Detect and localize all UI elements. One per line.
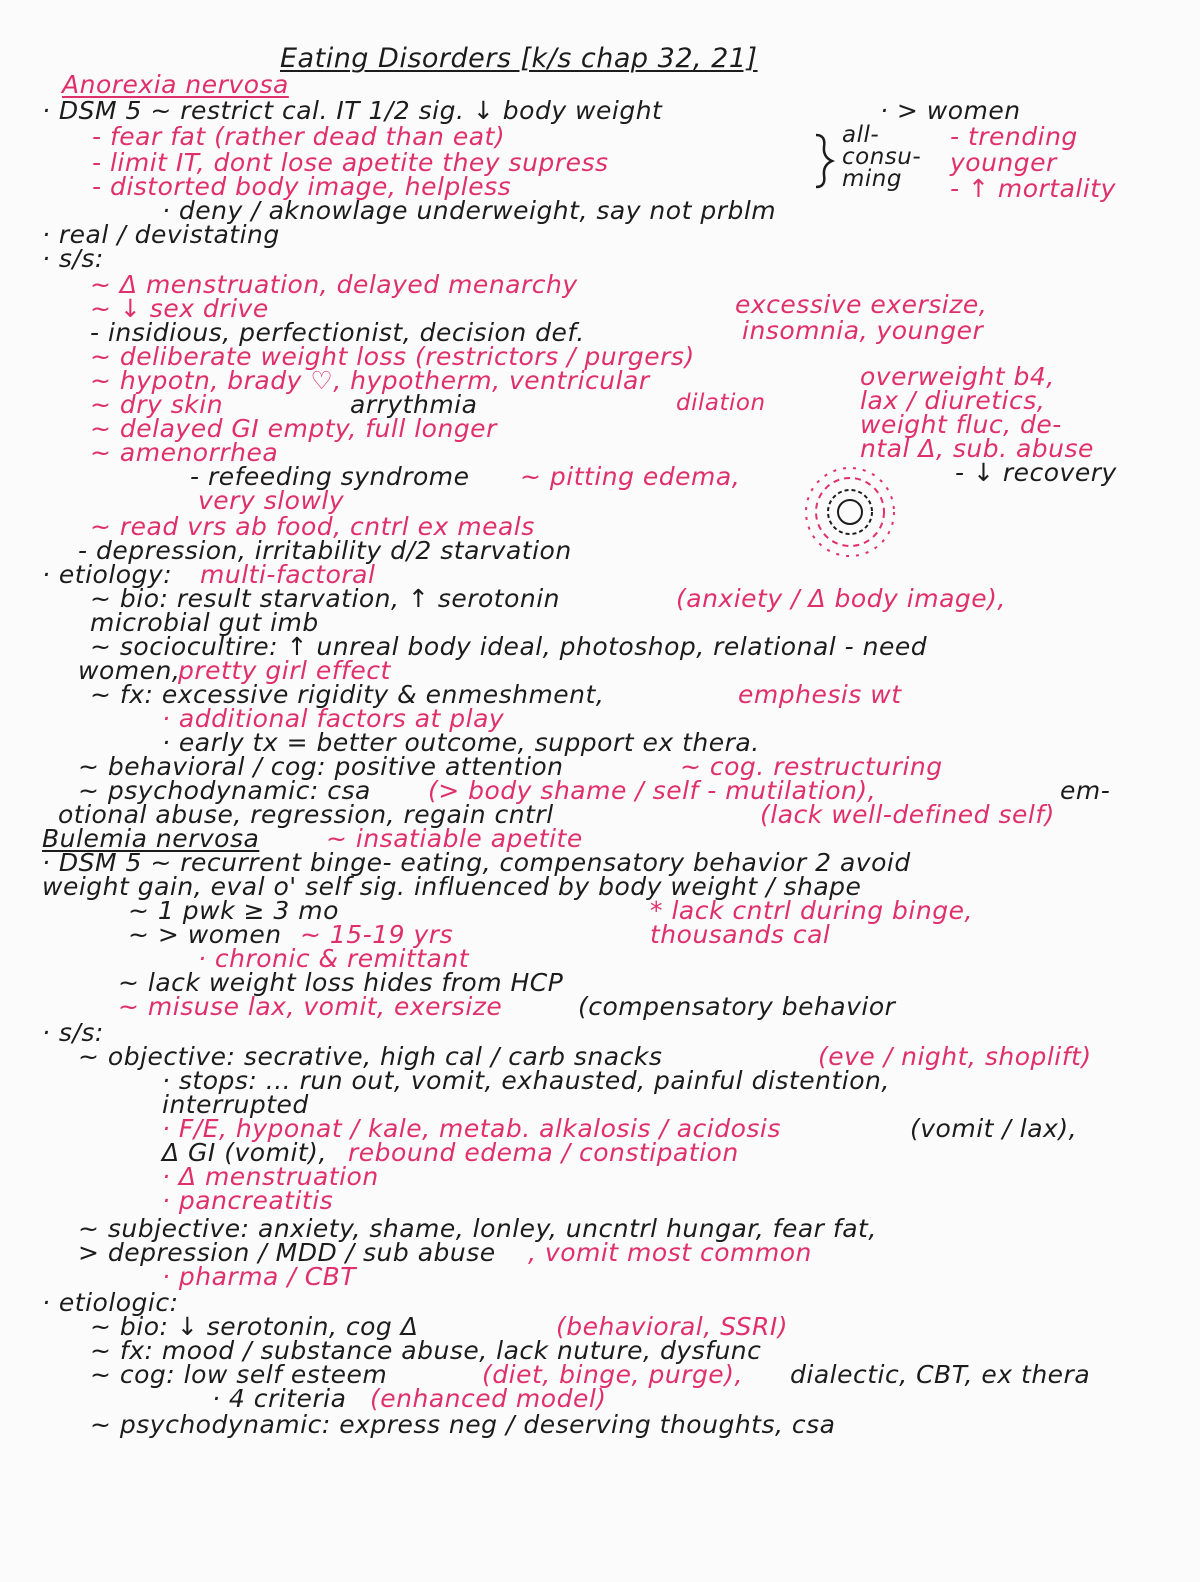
etiology-psycho-end: em- bbox=[1060, 776, 1111, 805]
brace-note: all-consu-ming bbox=[842, 122, 922, 192]
ss-sex-drive: ~ ↓ sex drive bbox=[90, 294, 269, 323]
bulimia-ss-label: · s/s: bbox=[42, 1018, 104, 1047]
anorexia-dsm: · DSM 5 ~ restrict cal. IT 1/2 sig. ↓ body weight bbox=[42, 96, 663, 125]
purger-note-3: weight fluc, de- bbox=[860, 410, 1062, 439]
etiology-bio: ~ bio: result starvation, ↑ serotonin bbox=[90, 584, 561, 613]
bulimia-gi-red: rebound edema / constipation bbox=[348, 1138, 739, 1167]
bulimia-subjective: ~ subjective: anxiety, shame, lonley, uncntrl hungar, fear fat, bbox=[78, 1214, 877, 1243]
ss-gi: ~ delayed GI empty, full longer bbox=[90, 414, 497, 443]
ss-arrythmia: arrythmia bbox=[350, 390, 478, 419]
etiology-bio2: microbial gut imb bbox=[90, 608, 319, 637]
etiology-fx-additional: · additional factors at play bbox=[162, 704, 505, 733]
bulimia-dsm2: weight gain, eval o' self sig. influenced by body weight / shape bbox=[42, 872, 862, 901]
etiology-bio-red: (anxiety / Δ body image), bbox=[676, 584, 1006, 613]
side-trending: - trending younger bbox=[950, 122, 1078, 177]
ss-menstruation: ~ Δ menstruation, delayed menarchy bbox=[90, 270, 578, 299]
bulimia-bio-red: (behavioral, SSRI) bbox=[556, 1312, 788, 1341]
ss-exercise: excessive exersize, bbox=[735, 290, 988, 319]
ss-amenorrhea: ~ amenorrhea bbox=[90, 438, 279, 467]
dsm-item-fear: - fear fat (rather dead than eat) bbox=[92, 122, 506, 151]
purger-note-2: lax / diuretics, bbox=[860, 386, 1046, 415]
etiology-fx: ~ fx: excessive rigidity & enmeshment, bbox=[90, 680, 605, 709]
bulimia-gi: Δ GI (vomit), bbox=[162, 1138, 327, 1167]
ss-edema: ~ pitting edema, bbox=[520, 462, 741, 491]
etiology-psycho2: otional abuse, regression, regain cntrl bbox=[58, 800, 554, 829]
etiology-socio: ~ sociocultire: ↑ unreal body ideal, photoshop, relational - need bbox=[90, 632, 928, 661]
dsm-item-distorted: - distorted body image, helpless bbox=[92, 172, 512, 201]
bulimia-women: ~ > women bbox=[128, 920, 282, 949]
etiology-fx-early: · early tx = better outcome, support ex thera. bbox=[162, 728, 760, 757]
side-mortality: - ↑ mortality bbox=[950, 174, 1116, 203]
page-title: Eating Disorders [k/s chap 32, 21] bbox=[280, 43, 758, 74]
ss-insidious: - insidious, perfectionist, decision def. bbox=[90, 318, 585, 347]
ss-label: · s/s: bbox=[42, 244, 104, 273]
bulimia-cog: ~ cog: low self esteem bbox=[90, 1360, 388, 1389]
bulimia-pancreatitis: · pancreatitis bbox=[162, 1186, 334, 1215]
etiology-fx-red: emphesis wt bbox=[738, 680, 902, 709]
ss-read: ~ read vrs ab food, cntrl ex meals bbox=[90, 512, 535, 541]
dsm-item-limit: - limit IT, dont lose apetite they supress bbox=[92, 148, 609, 177]
anorexia-heading: Anorexia nervosa bbox=[62, 70, 289, 99]
bulimia-thousands: thousands cal bbox=[650, 920, 831, 949]
bulimia-fx: ~ fx: mood / substance abuse, lack nuture, dysfunc bbox=[90, 1336, 762, 1365]
bulimia-heading-note: ~ insatiable apetite bbox=[326, 824, 583, 853]
etiology-behavioral-red: ~ cog. restructuring bbox=[680, 752, 943, 781]
bulimia-interrupted: interrupted bbox=[162, 1090, 309, 1119]
bulimia-misuse-black: (compensatory behavior bbox=[578, 992, 896, 1021]
bulimia-fe: · F/E, hyponat / kale, metab. alkalosis / acidosis bbox=[162, 1114, 781, 1143]
bulimia-bio: ~ bio: ↓ serotonin, cog Δ bbox=[90, 1312, 419, 1341]
bulimia-weight-loss: ~ lack weight loss hides from HCP bbox=[118, 968, 564, 997]
bulimia-stops: · stops: ... run out, vomit, exhausted, painful distention, bbox=[162, 1066, 890, 1095]
bulimia-psycho: ~ psychodynamic: express neg / deserving thoughts, csa bbox=[90, 1410, 836, 1439]
bulimia-dsm: · DSM 5 ~ recurrent binge- eating, compensatory behavior 2 avoid bbox=[42, 848, 911, 877]
bulimia-lack-cntrl: * lack cntrl during binge, bbox=[650, 896, 973, 925]
real-line: · real / devistating bbox=[42, 220, 280, 249]
ss-weight-loss: ~ deliberate weight loss (restrictors / purgers) bbox=[90, 342, 695, 371]
ss-hypotn: ~ hypotn, brady ♡, hypotherm, ventricular bbox=[90, 366, 650, 395]
bulimia-freq: ~ 1 pwk ≥ 3 mo bbox=[128, 896, 339, 925]
bulimia-subjective2-red: , vomit most common bbox=[528, 1238, 812, 1267]
bulimia-etiologic-label: · etiologic: bbox=[42, 1288, 179, 1317]
bulimia-heading: Bulemia nervosa bbox=[42, 824, 260, 853]
purger-note-4: ntal Δ, sub. abuse bbox=[860, 434, 1094, 463]
etiology-psycho2-red: (lack well-defined self) bbox=[760, 800, 1055, 829]
deny-line: · deny / aknowlage underweight, say not prblm bbox=[162, 196, 777, 225]
etiology-label: · etiology: bbox=[42, 560, 173, 589]
bulimia-pharma: · pharma / CBT bbox=[162, 1262, 357, 1291]
brace-icon bbox=[812, 133, 836, 189]
bulimia-objective: ~ objective: secrative, high cal / carb snacks bbox=[78, 1042, 663, 1071]
ss-dry-skin: ~ dry skin bbox=[90, 390, 224, 419]
bulimia-subjective2: > depression / MDD / sub abuse bbox=[78, 1238, 496, 1267]
ss-slowly: very slowly bbox=[198, 486, 345, 515]
etiology-psycho-red: (> body shame / self - mutilation), bbox=[428, 776, 877, 805]
ss-dilation: dilation bbox=[676, 390, 766, 416]
bulimia-cog-red: (diet, binge, purge), bbox=[482, 1360, 743, 1389]
bulimia-fe-black: (vomit / lax), bbox=[910, 1114, 1078, 1143]
etiology-socio2-red: pretty girl effect bbox=[178, 656, 391, 685]
etiology-psycho: ~ psychodynamic: csa bbox=[78, 776, 371, 805]
bulimia-chronic: · chronic & remittant bbox=[198, 944, 470, 973]
etiology-behavioral: ~ behavioral / cog: positive attention bbox=[78, 752, 564, 781]
bulimia-menst: · Δ menstruation bbox=[162, 1162, 379, 1191]
bulimia-criteria-red: (enhanced model) bbox=[370, 1384, 607, 1413]
ss-insomnia: insomnia, younger bbox=[742, 316, 984, 345]
bulimia-cog-end: dialectic, CBT, ex thera bbox=[790, 1360, 1091, 1389]
bulimia-women-red: ~ 15-19 yrs bbox=[300, 920, 454, 949]
ss-refeeding: - refeeding syndrome bbox=[190, 462, 470, 491]
bulimia-objective-red: (eve / night, shoplift) bbox=[818, 1042, 1092, 1071]
side-women: · > women bbox=[880, 96, 1021, 125]
bulimia-misuse: ~ misuse lax, vomit, exersize bbox=[118, 992, 503, 1021]
ss-depression: - depression, irritability d/2 starvation bbox=[78, 536, 572, 565]
bulimia-criteria: · 4 criteria bbox=[212, 1384, 347, 1413]
ss-recovery: - ↓ recovery bbox=[955, 458, 1117, 487]
purger-note-1: overweight b4, bbox=[860, 362, 1055, 391]
flower-doodle-icon bbox=[785, 462, 935, 562]
etiology-tag: multi-factoral bbox=[200, 560, 376, 589]
etiology-socio2: women, bbox=[78, 656, 181, 685]
